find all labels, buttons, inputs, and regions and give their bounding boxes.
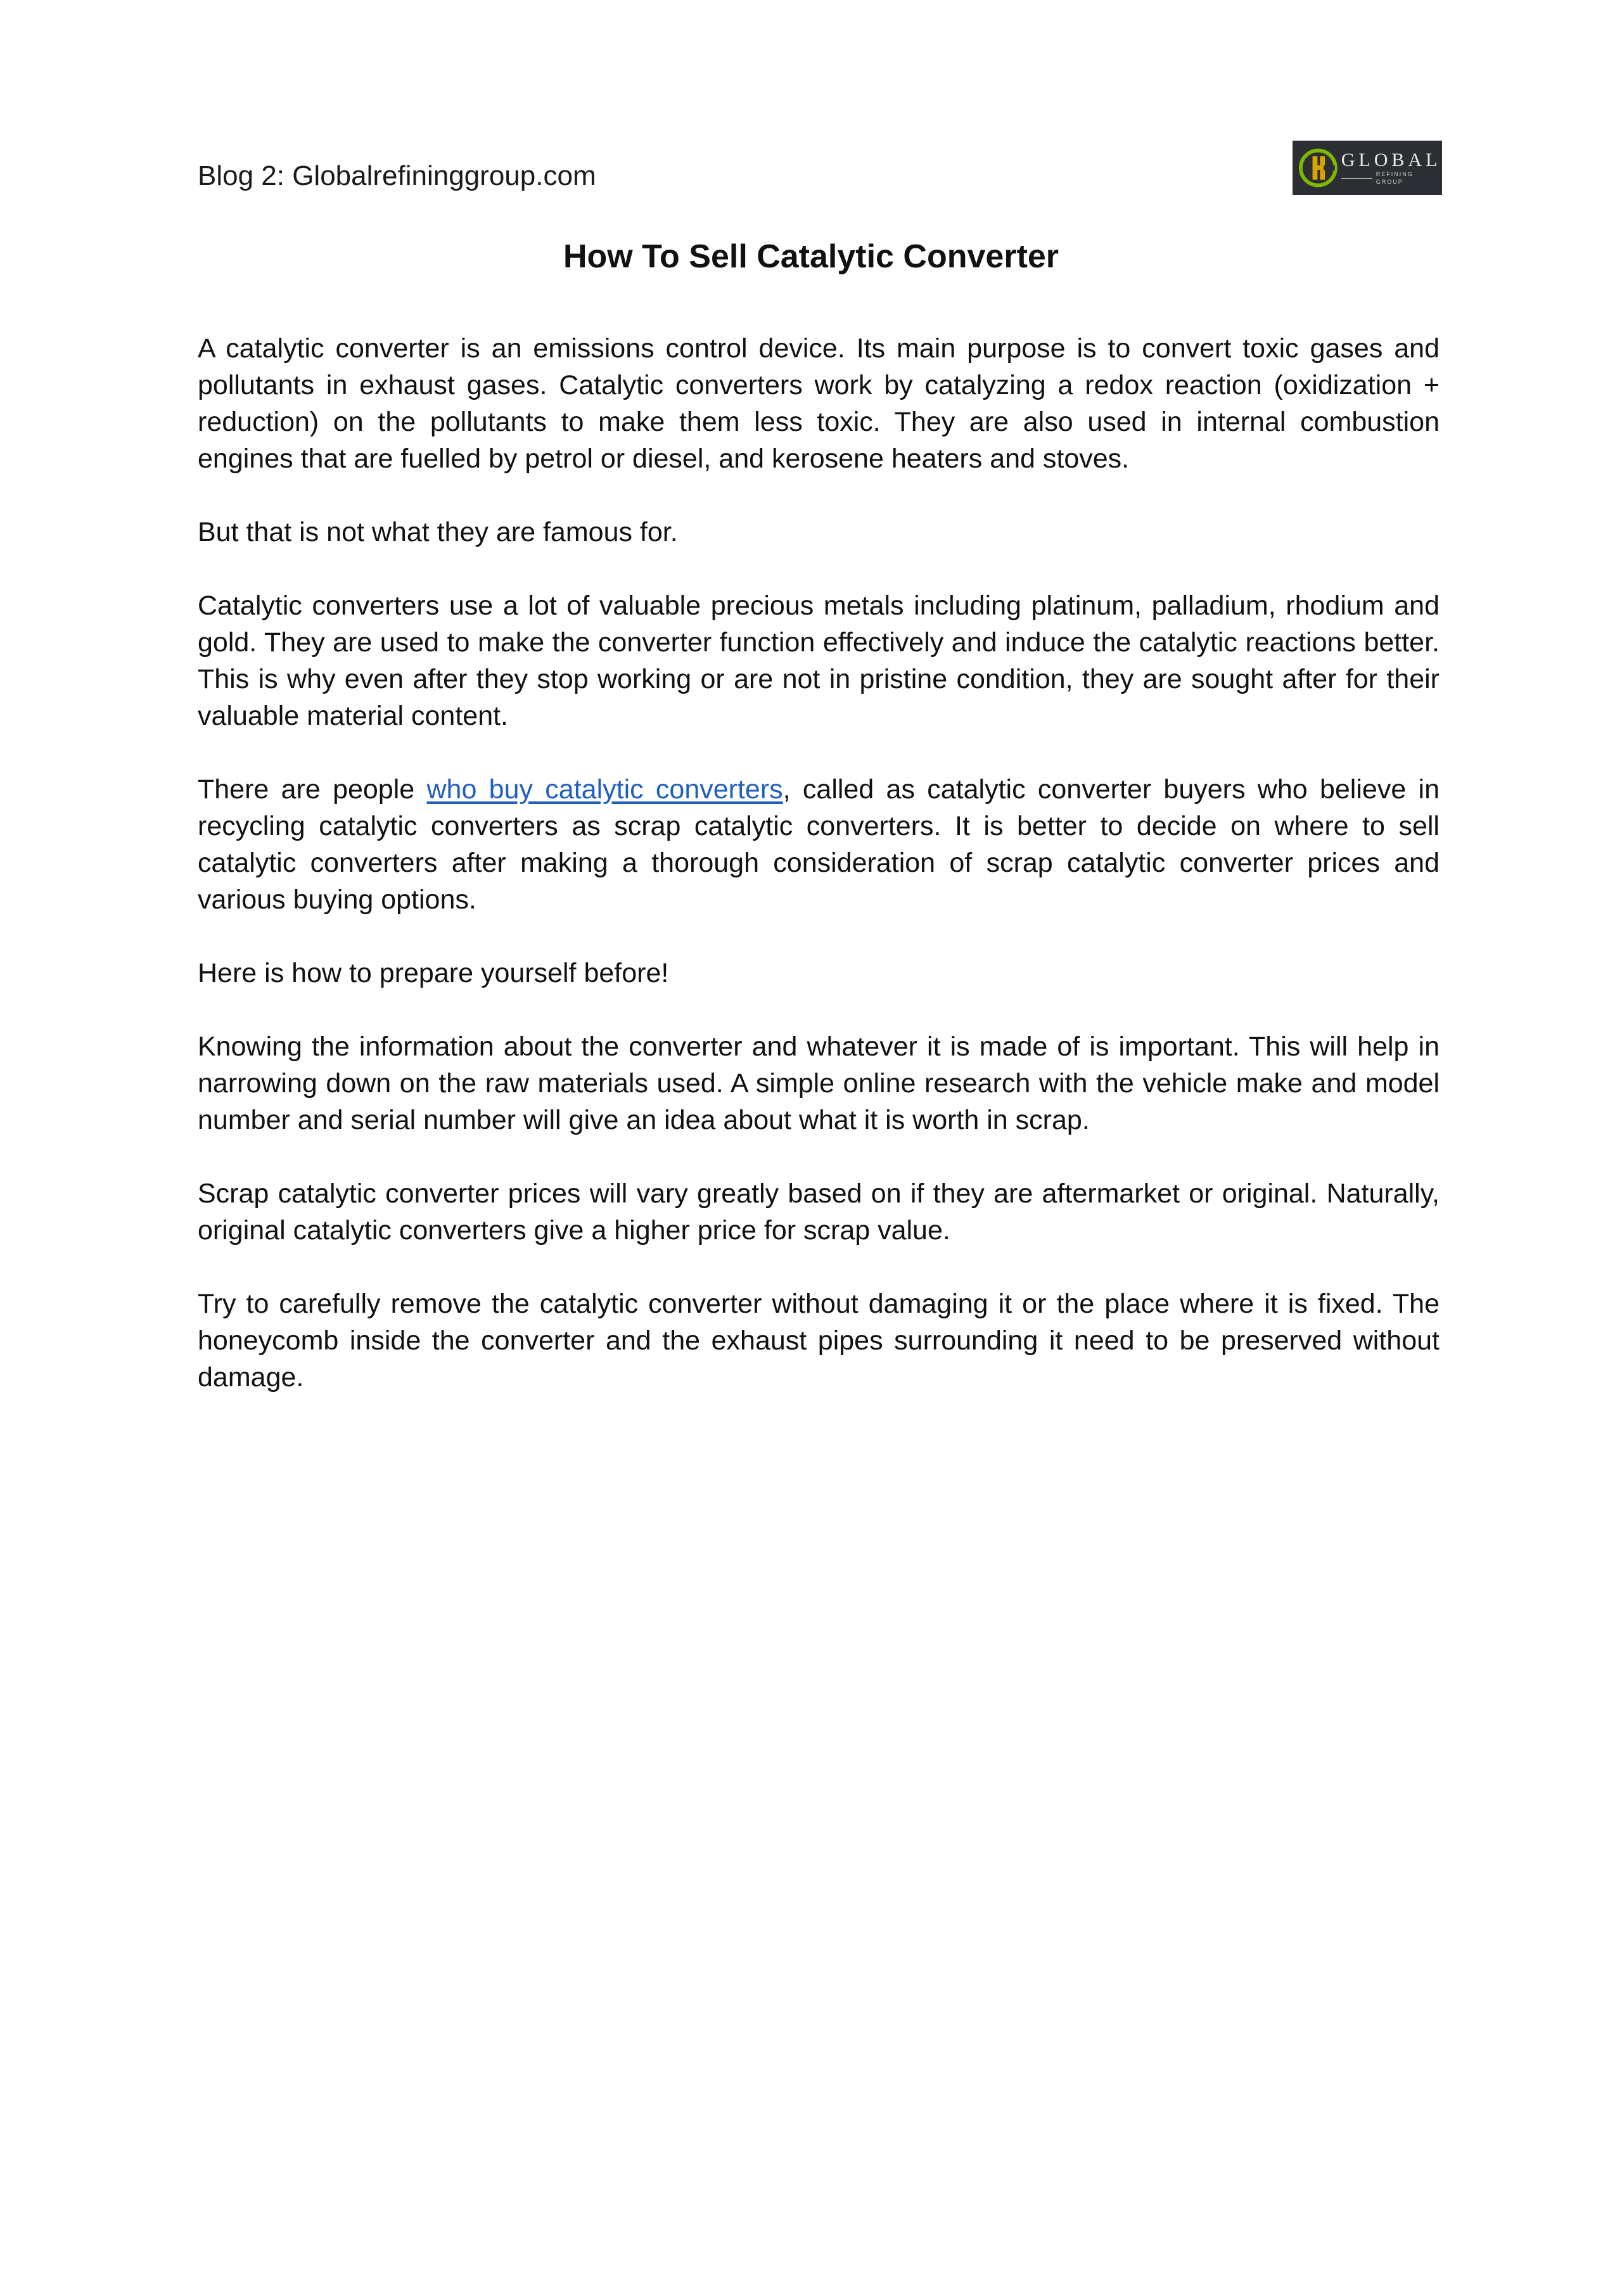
paragraph-3: Catalytic converters use a lot of valuable precious metals including platinum, palladium, rhodium and gold. They are used to make the converter function effectively and induce the catalytic reactions better. This is why even after they stop working or are not in pristine condition, they are sought after for their valuable material content. bbox=[198, 590, 1440, 731]
paragraph-4-rest: , called as catalytic converter buyers who believe in recycling catalytic converters as scrap catalytic converters. It is better to decide on where to sell catalytic converters after making a thorough consideration of scrap catalytic converter prices and various buying options. bbox=[198, 774, 1440, 915]
global-refining-group-logo-icon bbox=[1299, 146, 1338, 190]
blog-header-label: Blog 2: Globalrefininggroup.com bbox=[198, 160, 596, 191]
paragraph-1: A catalytic converter is an emissions control device. Its main purpose is to convert toxic gases and pollutants in exhaust gases. Catalytic converters work by catalyzing a redox reaction (oxidization + reduction) on the pollutants to make them less toxic. They are also used in internal combustion engines that are fuelled by petrol or diesel, and kerosene heaters and stoves. bbox=[198, 333, 1440, 474]
paragraph-6: Knowing the information about the converter and whatever it is made of is important. This will help in narrowing down on the raw materials used. A simple online research with the vehicle make and model number and serial number will give an idea about what it is worth in scrap. bbox=[198, 1031, 1440, 1135]
buy-catalytic-converters-link[interactable]: who buy catalytic converters bbox=[426, 774, 783, 805]
logo-subword-row bbox=[1341, 170, 1442, 186]
logo-text bbox=[1341, 150, 1442, 186]
paragraph-5: Here is how to prepare yourself before! bbox=[198, 958, 669, 988]
document-title: How To Sell Catalytic Converter bbox=[563, 238, 1059, 275]
logo-subword: REFINING GROUP bbox=[1376, 171, 1414, 185]
paragraph-2: But that is not what they are famous for. bbox=[198, 517, 678, 547]
paragraph-7: Scrap catalytic converter prices will vary greatly based on if they are aftermarket or original. Naturally, original catalytic converters give a higher price for scrap value. bbox=[198, 1178, 1440, 1246]
logo-word: GLOBAL bbox=[1341, 150, 1441, 170]
logo-rule bbox=[1341, 178, 1372, 179]
paragraph-8: Try to carefully remove the catalytic converter without damaging it or the place where it is fixed. The honeycomb inside the converter and the exhaust pipes surrounding it need to be preserved without damage. bbox=[198, 1289, 1440, 1393]
paragraph-4-lead: There are people bbox=[198, 774, 427, 805]
global-refining-group-logo bbox=[1293, 141, 1442, 195]
article-body bbox=[198, 330, 1440, 1432]
paragraph-4 bbox=[198, 771, 1440, 918]
